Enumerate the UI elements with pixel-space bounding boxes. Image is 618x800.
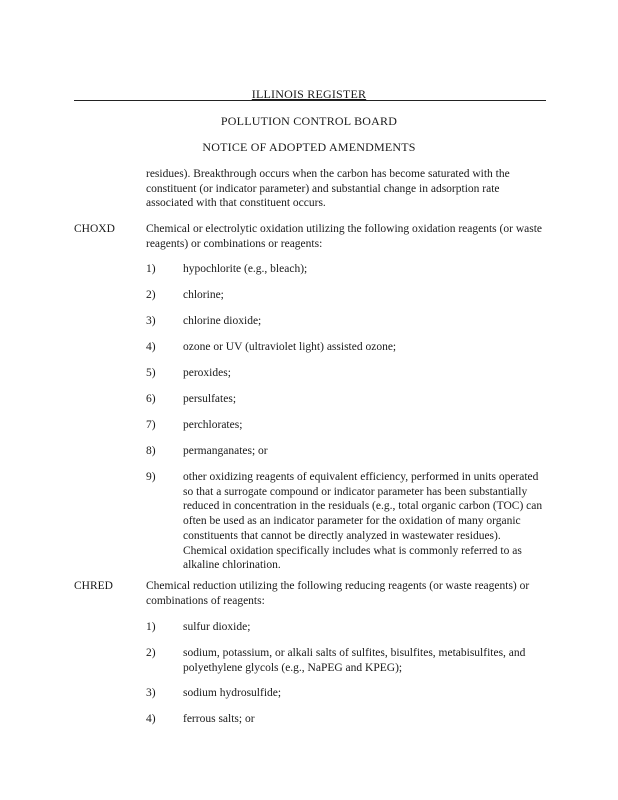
choxd-item-text: persulfates; (183, 393, 237, 405)
choxd-description: Chemical or electrolytic oxidation utilizing the following oxidation reagents (or waste reagents) or combinations or reagents: (146, 223, 543, 250)
chred-item-number: 2) (146, 647, 156, 659)
notice-title: NOTICE OF ADOPTED AMENDMENTS (202, 140, 416, 154)
choxd-item-number: 9) (146, 471, 156, 483)
chred-item-text: sodium hydrosulfide; (183, 687, 282, 699)
choxd-item-text: perchlorates; (183, 419, 243, 431)
term-chred: CHRED (74, 580, 113, 592)
chred-description: Chemical reduction utilizing the following reducing reagents (or waste reagents) or combinations of reagents: (146, 580, 530, 607)
header-rule (74, 100, 546, 101)
choxd-item-text: hypochlorite (e.g., bleach); (183, 263, 308, 275)
choxd-item-text: other oxidizing reagents of equivalent efficiency, performed in units operated so that a surrogate compound or indicator parameter has been substantially reduced in concentration in the residuals (e.g., total organic carbon (TOC) can often be used as an indicator parameter for the oxidation of many organic constituents that cannot be directly analyzed in wastewater residues). Chemical oxidation specifically includes what is commonly referred to as alkaline chlorination. (183, 471, 543, 572)
choxd-item-text: ozone or UV (ultraviolet light) assisted ozone; (183, 341, 397, 353)
choxd-item-number: 7) (146, 419, 156, 431)
choxd-item-text: peroxides; (183, 367, 231, 379)
chred-item-number: 1) (146, 621, 156, 633)
board-title: POLLUTION CONTROL BOARD (220, 114, 398, 128)
choxd-item-number: 3) (146, 315, 156, 327)
choxd-item-number: 4) (146, 341, 156, 353)
choxd-item-number: 2) (146, 289, 156, 301)
term-choxd: CHOXD (74, 223, 115, 235)
chred-item-number: 4) (146, 713, 156, 725)
intro-continuation: residues). Breakthrough occurs when the carbon has become saturated with the constituent (or indicator parameter) and substantial change in adsorption rate associated with that constituent occurs. (146, 168, 510, 210)
chred-item-number: 3) (146, 687, 156, 699)
choxd-item-number: 1) (146, 263, 156, 275)
choxd-item-text: permanganates; or (183, 445, 268, 457)
choxd-item-number: 6) (146, 393, 156, 405)
choxd-item-text: chlorine dioxide; (183, 315, 262, 327)
choxd-item-number: 5) (146, 367, 156, 379)
chred-item-text: sulfur dioxide; (183, 621, 251, 633)
choxd-item-number: 8) (146, 445, 156, 457)
register-title: ILLINOIS REGISTER (251, 87, 367, 101)
choxd-item-text: chlorine; (183, 289, 224, 301)
chred-item-text: ferrous salts; or (183, 713, 255, 725)
chred-item-text: sodium, potassium, or alkali salts of sulfites, bisulfites, metabisulfites, and polyethylene glycols (e.g., NaPEG and KPEG); (183, 647, 526, 674)
